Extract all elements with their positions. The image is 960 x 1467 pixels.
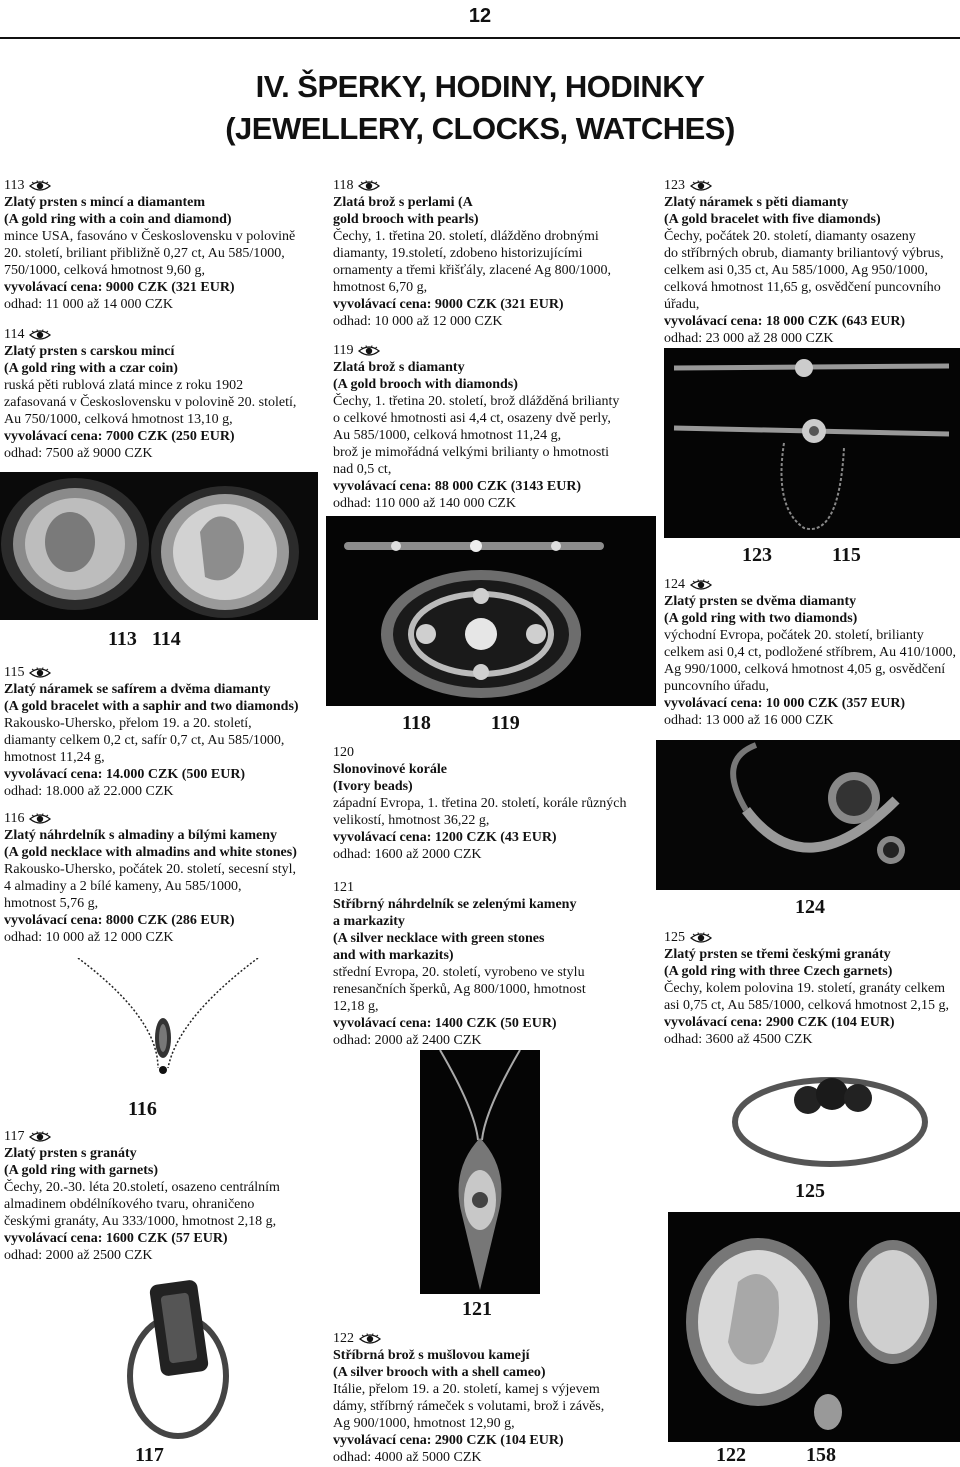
lot-desc: asi 0,75 ct, Au 585/1000, celková hmotnost 2,15 g, — [664, 998, 950, 1013]
lot-117 — [4, 1128, 322, 1264]
lot-price: vyvolávací cena: 88 000 CZK (3143 EUR) — [333, 479, 582, 494]
eye-icon — [690, 579, 712, 591]
lot-price: vyvolávací cena: 2900 CZK (104 EUR) — [333, 1433, 564, 1448]
lot-desc: českými granáty, Au 333/1000, hmotnost 2,18 g, — [4, 1214, 277, 1229]
eye-icon — [29, 813, 51, 825]
lot-price: vyvolávací cena: 14.000 CZK (500 EUR) — [4, 767, 246, 782]
lot-desc: Ag 990/1000, celková hmotnost 4,05 g, osvědčení — [664, 662, 946, 677]
lot-desc: almadinem obdélníkového tvaru, ohraničeno — [4, 1197, 255, 1212]
lot-number: 121 — [333, 880, 354, 895]
lot-desc: Ag 900/1000, hmotnost 12,90 g, — [333, 1416, 515, 1431]
title-line-1: IV. ŠPERKY, HODINY, HODINKY — [255, 69, 705, 104]
three-garnet-ring-photo — [720, 1062, 940, 1174]
lot-estimate: odhad: 10 000 až 12 000 CZK — [333, 314, 503, 329]
lot-estimate: odhad: 3600 až 4500 CZK — [664, 1032, 813, 1047]
lot-title-en: (A silver necklace with green stones — [333, 931, 545, 946]
lot-121 — [333, 879, 653, 1049]
lot-title-en: (A gold brooch with diamonds) — [333, 377, 518, 392]
lot-desc: celkem asi 0,4 ct, podložené stříbrem, Au 410/1000, — [664, 645, 956, 660]
lot-price: vyvolávací cena: 2900 CZK (104 EUR) — [664, 1015, 895, 1030]
lot-desc: hmotnost 6,70 g, — [333, 280, 428, 295]
lot-desc: ruská pěti rublová zlatá mince z roku 1902 — [4, 378, 244, 393]
lot-desc: Čechy, kolem polovina 19. století, granáty celkem — [664, 981, 945, 996]
lot-desc: diamanty, 19.století, zdobeno historizujícími — [333, 246, 583, 261]
lot-desc: 750/1000, celková hmotnost 9,60 g, — [4, 263, 206, 278]
lot-title-en: (A gold ring with garnets) — [4, 1163, 158, 1178]
bracelets-photo — [664, 348, 960, 538]
lot-title-en: and with markazits) — [333, 948, 454, 963]
page-number: 12 — [468, 5, 492, 27]
caption-113-114: 113 114 — [108, 628, 181, 650]
caption-122-158: 122 158 — [716, 1444, 836, 1466]
lot-estimate: odhad: 10 000 až 12 000 CZK — [4, 930, 174, 945]
lot-desc: Rakousko-Uhersko, přelom 19. a 20. století, — [4, 716, 252, 731]
lot-desc: celková hmotnost 11,65 g, osvědčení puncovního — [664, 280, 941, 295]
lot-number: 113 — [4, 178, 25, 193]
lot-title: Zlatá brož s perlami (A — [333, 195, 473, 210]
lot-estimate: odhad: 7500 až 9000 CZK — [4, 446, 153, 461]
lot-desc: mince USA, fasováno v Československu v polovině — [4, 229, 296, 244]
lot-desc: východní Evropa, počátek 20. století, brilianty — [664, 628, 924, 643]
page-title — [0, 66, 960, 150]
eye-icon — [359, 1333, 381, 1345]
lot-desc: ornamenty a třemi křišťály, zlacené Ag 800/1000, — [333, 263, 611, 278]
lot-title: Zlatý náhrdelník s almadiny a bílými kameny — [4, 828, 278, 843]
lot-title: Zlatý prsten s granáty — [4, 1146, 137, 1161]
lot-113 — [4, 177, 322, 313]
lot-estimate: odhad: 2000 až 2400 CZK — [333, 1033, 482, 1048]
coin-rings-photo — [0, 472, 318, 620]
lot-number: 125 — [664, 930, 685, 945]
lot-number: 120 — [333, 745, 354, 760]
lot-title-en: (A gold ring with three Czech garnets) — [664, 964, 893, 979]
lot-number: 117 — [4, 1129, 25, 1144]
header-rule — [0, 37, 960, 39]
lot-number: 114 — [4, 327, 25, 342]
lot-title-en: (A gold ring with a czar coin) — [4, 361, 178, 376]
lot-number: 124 — [664, 577, 685, 592]
lot-desc: velikostí, hmotnost 36,22 g, — [333, 813, 490, 828]
lot-price: vyvolávací cena: 9000 CZK (321 EUR) — [333, 297, 564, 312]
lot-desc: Au 750/1000, celková hmotnost 13,10 g, — [4, 412, 233, 427]
lot-title: a markazity — [333, 914, 405, 929]
lot-desc: úřadu, — [664, 297, 700, 312]
lot-title-en: (Ivory beads) — [333, 779, 413, 794]
lot-title: Zlatý prsten se třemi českými granáty — [664, 947, 891, 962]
lot-desc: Čechy, 20.-30. léta 20.století, osazeno centrálním — [4, 1180, 280, 1195]
lot-number: 116 — [4, 811, 25, 826]
lot-price: vyvolávací cena: 9000 CZK (321 EUR) — [4, 280, 235, 295]
lot-desc: západní Evropa, 1. třetina 20. století, korále různých — [333, 796, 627, 811]
lot-number: 118 — [333, 178, 354, 193]
lot-desc: 20. století, briliant přibližně 0,27 ct, Au 585/1000, — [4, 246, 285, 261]
lot-price: vyvolávací cena: 1400 CZK (50 EUR) — [333, 1016, 557, 1031]
lot-desc: Au 585/1000, celková hmotnost 11,24 g, — [333, 428, 562, 443]
eye-icon — [29, 667, 51, 679]
lot-desc: renesančních šperků, Ag 800/1000, hmotnost — [333, 982, 586, 997]
lot-price: vyvolávací cena: 18 000 CZK (643 EUR) — [664, 314, 906, 329]
caption-121: 121 — [462, 1298, 492, 1320]
lot-number: 115 — [4, 665, 25, 680]
eye-icon — [358, 345, 380, 357]
lot-price: vyvolávací cena: 1200 CZK (43 EUR) — [333, 830, 557, 845]
caption-125: 125 — [795, 1180, 825, 1202]
lot-115 — [4, 664, 322, 800]
lot-120 — [333, 744, 653, 863]
lot-number: 123 — [664, 178, 685, 193]
lot-price: vyvolávací cena: 7000 CZK (250 EUR) — [4, 429, 235, 444]
lot-title: Zlatý náramek s pěti diamanty — [664, 195, 849, 210]
lot-desc: Čechy, počátek 20. století, diamanty osazeny — [664, 229, 916, 244]
lot-estimate: odhad: 23 000 až 28 000 CZK — [664, 331, 834, 346]
lot-118 — [333, 177, 653, 330]
eye-icon — [29, 1131, 51, 1143]
lot-title: Stříbrný náhrdelník se zelenými kameny — [333, 897, 577, 912]
lot-title: Zlatý náramek se safírem a dvěma diamanty — [4, 682, 271, 697]
lot-desc: nad 0,5 ct, — [333, 462, 392, 477]
lot-desc: celkem asi 0,35 ct, Au 585/1000, Ag 950/1000, — [664, 263, 929, 278]
eye-icon — [29, 180, 51, 192]
lot-desc: Čechy, 1. třetina 20. století, dlážděno drobnými — [333, 229, 599, 244]
lot-desc: Rakousko-Uhersko, počátek 20. století, secesní styl, — [4, 862, 297, 877]
lot-estimate: odhad: 1600 až 2000 CZK — [333, 847, 482, 862]
lot-desc: brož je mimořádná velkými brilianty o hmotnosti — [333, 445, 610, 460]
eye-icon — [690, 932, 712, 944]
lot-number: 122 — [333, 1331, 354, 1346]
lot-title-en: (A gold ring with a coin and diamond) — [4, 212, 232, 227]
lot-title-en: (A gold ring with two diamonds) — [664, 611, 858, 626]
lot-title: Stříbrná brož s mušlovou kamejí — [333, 1348, 530, 1363]
lot-estimate: odhad: 13 000 až 16 000 CZK — [664, 713, 834, 728]
lot-desc: 4 almadiny a 2 bílé kameny, Au 585/1000, — [4, 879, 242, 894]
eye-icon — [690, 180, 712, 192]
lot-desc: střední Evropa, 20. století, vyrobeno ve stylu — [333, 965, 585, 980]
lot-desc: 12,18 g, — [333, 999, 379, 1014]
lot-desc: do stříbrných obrub, diamanty briliantový výbrus, — [664, 246, 944, 261]
lot-estimate: odhad: 110 000 až 140 000 CZK — [333, 496, 517, 511]
lot-title-en: (A silver brooch with a shell cameo) — [333, 1365, 546, 1380]
lot-desc: o celkové hmotnosti asi 4,4 ct, osazeny dvě perly, — [333, 411, 611, 426]
lot-119 — [333, 342, 653, 512]
lot-desc: zafasovaná v Československu v polovině 20. století, — [4, 395, 297, 410]
lot-desc: hmotnost 5,76 g, — [4, 896, 99, 911]
lot-title-en: gold brooch with pearls) — [333, 212, 479, 227]
eye-icon — [358, 180, 380, 192]
lot-title-en: (A gold bracelet with a saphir and two diamonds) — [4, 699, 299, 714]
lot-desc: dámy, stříbrný rámeček s volutami, brož i závěs, — [333, 1399, 605, 1414]
caption-123-115: 123 115 — [742, 544, 861, 566]
lot-125 — [664, 929, 958, 1048]
caption-116: 116 — [128, 1098, 157, 1120]
caption-124: 124 — [795, 896, 825, 918]
necklace-photo — [8, 958, 320, 1090]
lot-desc: Itálie, přelom 19. a 20. století, kamej s výjevem — [333, 1382, 600, 1397]
title-line-2: (JEWELLERY, CLOCKS, WATCHES) — [225, 111, 735, 146]
lot-title-en: (A gold bracelet with five diamonds) — [664, 212, 881, 227]
lot-desc: Čechy, 1. třetina 20. století, brož dlážděná brilianty — [333, 394, 620, 409]
lot-estimate: odhad: 11 000 až 14 000 CZK — [4, 297, 174, 312]
lot-title: Zlatý prsten s carskou mincí — [4, 344, 175, 359]
lot-desc: puncovního úřadu, — [664, 679, 769, 694]
lot-title: Zlatá brož s diamanty — [333, 360, 465, 375]
lot-title: Zlatý prsten se dvěma diamanty — [664, 594, 857, 609]
lot-estimate: odhad: 2000 až 2500 CZK — [4, 1248, 153, 1263]
caption-118-119: 118 119 — [402, 712, 520, 734]
brooches-photo — [326, 516, 656, 706]
lot-title-en: (A gold necklace with almadins and white stones) — [4, 845, 297, 860]
lot-116 — [4, 810, 322, 946]
lot-123 — [664, 177, 958, 347]
lot-estimate: odhad: 18.000 až 22.000 CZK — [4, 784, 174, 799]
caption-117: 117 — [135, 1444, 164, 1466]
lot-estimate: odhad: 4000 až 5000 CZK — [333, 1450, 482, 1465]
diamond-ring-photo — [656, 740, 960, 890]
lot-title: Slonovinové korále — [333, 762, 447, 777]
lot-number: 119 — [333, 343, 354, 358]
lot-title: Zlatý prsten s mincí a diamantem — [4, 195, 206, 210]
cameo-photo — [668, 1212, 960, 1442]
lot-114 — [4, 326, 322, 462]
lot-122 — [333, 1330, 653, 1466]
lot-price: vyvolávací cena: 8000 CZK (286 EUR) — [4, 913, 235, 928]
lot-desc: diamanty celkem 0,2 ct, safír 0,7 ct, Au 585/1000, — [4, 733, 285, 748]
lot-desc: hmotnost 11,24 g, — [4, 750, 105, 765]
lot-price: vyvolávací cena: 10 000 CZK (357 EUR) — [664, 696, 906, 711]
lot-price: vyvolávací cena: 1600 CZK (57 EUR) — [4, 1231, 228, 1246]
lot-124 — [664, 576, 958, 729]
garnet-ring-photo — [100, 1272, 260, 1440]
silver-necklace-photo — [420, 1050, 540, 1294]
eye-icon — [29, 329, 51, 341]
